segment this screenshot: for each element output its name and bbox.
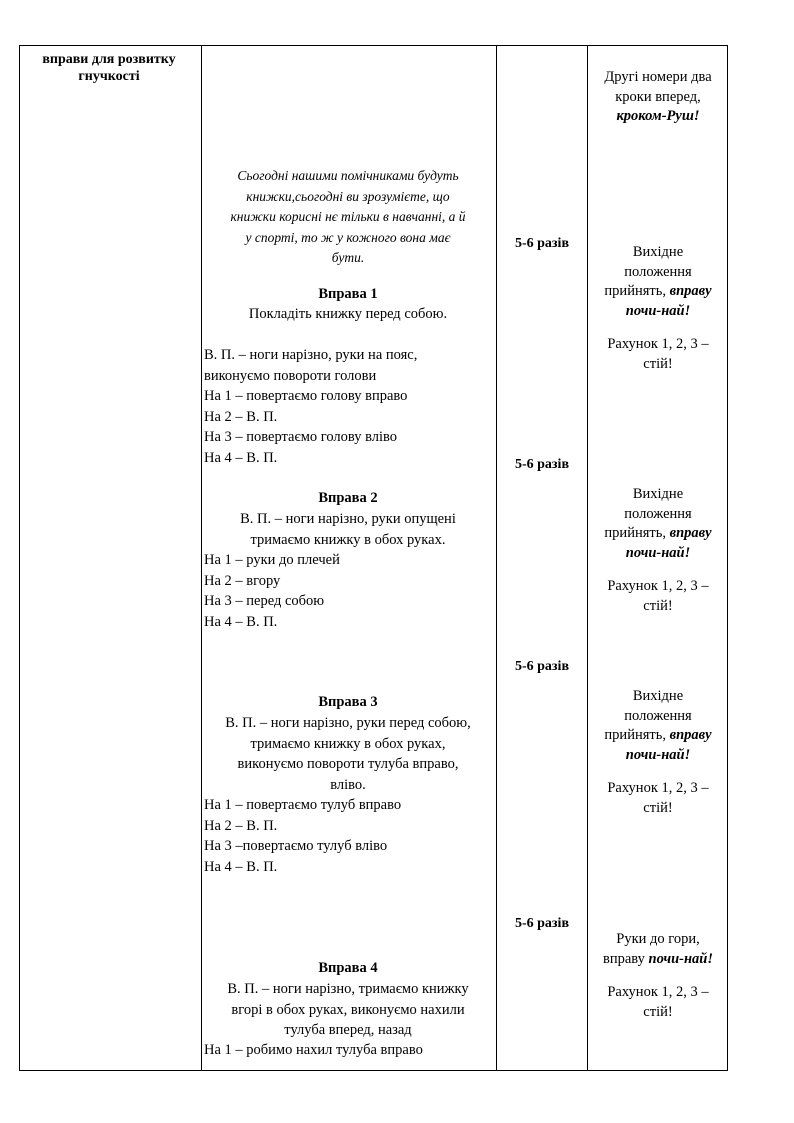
exercise-3-position-line: вліво. bbox=[330, 776, 366, 793]
exercise-4-steps bbox=[204, 1040, 492, 1061]
exercise-3-position-line: тримаємо книжку в обох руках, bbox=[250, 735, 446, 752]
exercise-3-title: Вправа 3 bbox=[318, 694, 378, 710]
command-order: почи-най! bbox=[625, 544, 691, 561]
command-text-line bbox=[590, 726, 726, 746]
command-text: Вихідне bbox=[632, 688, 684, 704]
column-divider-2 bbox=[496, 46, 497, 1070]
command-text: Вихідне bbox=[632, 486, 684, 502]
command-block-1 bbox=[590, 243, 726, 374]
spacer bbox=[590, 969, 726, 983]
column-divider-3 bbox=[587, 46, 588, 1070]
command-order: почи-най! bbox=[625, 302, 691, 319]
command-text-line bbox=[590, 282, 726, 302]
command-block-2 bbox=[590, 485, 726, 616]
exercise-3-step: На 4 – В. П. bbox=[204, 858, 278, 875]
command-text: Вихідне bbox=[632, 244, 684, 260]
intro-line: книжки корисні нє тільки в навчанні, а й bbox=[230, 209, 466, 224]
intro-line: у спорті, то ж у кожного вона має bbox=[245, 229, 451, 245]
exercise-2-position-line: тримаємо книжку в обох руках. bbox=[250, 531, 446, 548]
intro-line: Сьогодні нашими помічниками будуть bbox=[237, 168, 459, 183]
exercise-3-steps bbox=[204, 795, 492, 877]
exercise-4-position-line: тулуба вперед, назад bbox=[284, 1022, 412, 1038]
exercise-3-position bbox=[204, 713, 492, 795]
exercise-2-step: На 1 – руки до плечей bbox=[204, 552, 340, 568]
exercise-1-step: На 4 – В. П. bbox=[204, 449, 278, 466]
command-text: прийнять, bbox=[604, 727, 670, 743]
exercise-3-position-line: виконуємо повороти тулуба вправо, bbox=[237, 756, 459, 772]
command-text: Другі номери два bbox=[604, 69, 712, 85]
spacer bbox=[590, 765, 726, 779]
exercise-1-position: В. П. – ноги нарізно, руки на пояс, bbox=[204, 347, 418, 363]
spacer bbox=[590, 321, 726, 335]
command-order: вправу bbox=[669, 283, 712, 299]
count-text: стій! bbox=[643, 597, 673, 614]
command-order: почи-най! bbox=[648, 950, 713, 967]
count-text: Рахунок 1, 2, 3 – bbox=[607, 336, 709, 352]
exercise-4-step: На 1 – робимо нахил тулуба вправо bbox=[204, 1042, 423, 1058]
command-text: положення bbox=[624, 707, 692, 724]
exercise-3-step: На 1 – повертаємо тулуб вправо bbox=[204, 797, 402, 813]
command-text: прийнять, bbox=[604, 283, 670, 299]
exercise-2-step: На 4 – В. П. bbox=[204, 613, 278, 630]
intro-text bbox=[204, 166, 492, 269]
exercise-2-steps bbox=[204, 550, 492, 632]
command-order: вправу bbox=[669, 727, 712, 743]
exercise-4-position-line: В. П. – ноги нарізно, тримаємо книжку bbox=[227, 981, 469, 997]
exercise-2-position bbox=[204, 509, 492, 550]
command-block-3 bbox=[590, 687, 726, 818]
count-text: стій! bbox=[643, 355, 673, 372]
command-text: кроки вперед, bbox=[615, 88, 701, 105]
command-block-4 bbox=[590, 930, 726, 1022]
exercise-1-subtitle: Покладіть книжку перед собою. bbox=[248, 306, 448, 322]
exercise-4-position bbox=[204, 979, 492, 1041]
exercise-1-step: На 1 – повертаємо голову вправо bbox=[204, 388, 408, 404]
dosage-3: 5-6 разів bbox=[514, 659, 570, 674]
exercise-1-step: На 2 – В. П. bbox=[204, 408, 278, 425]
exercise-1-step: На 3 – повертаємо голову вліво bbox=[204, 429, 398, 445]
command-text: положення bbox=[624, 263, 692, 280]
exercise-2-position-line: В. П. – ноги нарізно, руки опущені bbox=[240, 511, 456, 527]
count-text: стій! bbox=[643, 799, 673, 816]
command-text: положення bbox=[624, 505, 692, 522]
exercise-2-title: Вправа 2 bbox=[318, 490, 378, 506]
command-order: кроком-Руш! bbox=[616, 108, 700, 124]
count-text: Рахунок 1, 2, 3 – bbox=[607, 578, 709, 594]
column-divider-1 bbox=[201, 46, 202, 1070]
command-text: Руки до гори, bbox=[616, 931, 700, 947]
intro-line: бути. bbox=[331, 250, 365, 265]
exercise-3-step: На 3 –повертаємо тулуб вліво bbox=[204, 838, 388, 854]
count-text: Рахунок 1, 2, 3 – bbox=[607, 780, 709, 796]
command-order: почи-най! bbox=[625, 746, 691, 763]
exercise-1-title: Вправа 1 bbox=[318, 286, 378, 302]
exercise-1-position: виконуємо повороти голови bbox=[204, 367, 377, 384]
exercise-2-step: На 2 – вгору bbox=[204, 572, 281, 589]
count-text: стій! bbox=[643, 1003, 673, 1020]
command-top bbox=[590, 68, 726, 127]
spacer bbox=[590, 563, 726, 577]
dosage-1: 5-6 разів bbox=[514, 236, 570, 251]
command-order: вправу bbox=[669, 525, 712, 541]
exercise-1-body bbox=[204, 345, 492, 468]
command-text: прийнять, bbox=[604, 525, 670, 541]
dosage-2: 5-6 разів bbox=[514, 457, 570, 472]
intro-line: книжки,сьогодні ви зрозумієте, що bbox=[246, 188, 450, 204]
command-text-line bbox=[590, 524, 726, 544]
exercise-4-title: Вправа 4 bbox=[318, 960, 378, 976]
count-text: Рахунок 1, 2, 3 – bbox=[607, 984, 709, 1000]
command-text-line bbox=[590, 950, 726, 970]
exercise-3-step: На 2 – В. П. bbox=[204, 817, 278, 834]
command-text: вправу bbox=[603, 950, 649, 967]
exercise-4-position-line: вгорі в обох руках, виконуємо нахили bbox=[231, 1001, 465, 1018]
exercise-3-position-line: В. П. – ноги нарізно, руки перед собою, bbox=[225, 715, 471, 731]
section-title: вправи для розвитку гнучкості bbox=[42, 52, 176, 84]
exercise-2-step: На 3 – перед собою bbox=[204, 593, 325, 609]
dosage-4: 5-6 разів bbox=[514, 916, 570, 931]
